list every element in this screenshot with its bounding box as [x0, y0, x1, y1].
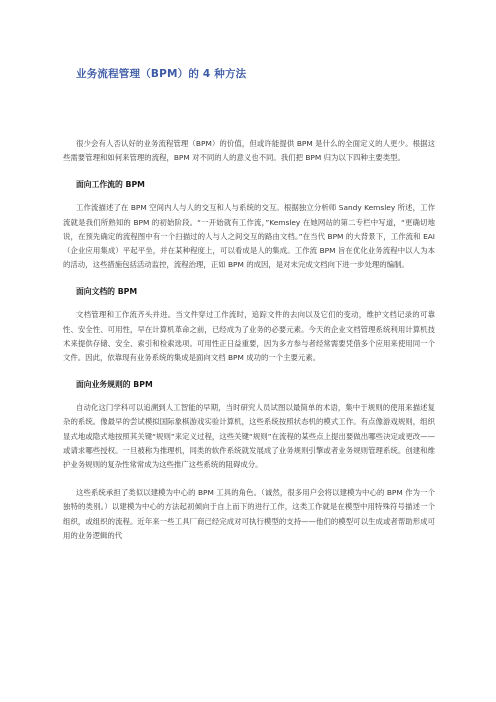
- document-title: 业务流程管理（BPM）的 4 种方法: [76, 68, 247, 80]
- intro-paragraph: 很少会有人否认好的业务流程管理（BPM）的价值，但或许能提供 BPM 是什么的全面定义的人更少。根据这些需要管理和如何来管理的流程，BPM 对不同的人的意义也不同。我们把 BPM 归为以下四种主要类型。: [63, 139, 435, 163]
- section-paragraph-business-rules: 自动化这门学科可以追溯到人工智能的早期，当时研究人员试图以最简单的术语，集中于规则的使用来描述复杂的系统。像最早的尝试模拟国际象棋游戏实验计算机，这些系统按照状态机的模式工作。有点像游戏规则，组织显式地或隐式地按照其关键“规则”来定义过程，这些关键“规则”在流程的某些点上提出要做出哪些决定或更改——或请求哪些授权。一旦被称为推理机，同类的软件系统就发展成了业务规则引擎或者业务规则管理系统。创建和维护业务规则的复杂性常常成为这些推广这些系统的阻碍成分。: [63, 403, 435, 470]
- section-paragraph-document: 文档管理和工作流齐头并进。当文件穿过工作流时，追踪文件的去向以及它们的变动，维护文档记录的可靠性、安全性、可用性，早在计算机革命之前，已经成为了业务的必要元素。今天的企业文档管理系统利用计算机技术来提供存储、安全、索引和检索选项。可用性正日益重要，因为多方参与者经常需要凭借多个应用来使用同一个文件。因此，依靠现有业务系统的集成是面向文档 BPM 成功的一个主要元素。: [63, 310, 435, 363]
- section-heading-workflow: 面向工作流的 BPM: [76, 180, 145, 190]
- document-body: [63, 137, 435, 543]
- section-paragraph-modeling: 这些系统承担了类似以建模为中心的 BPM 工具的角色。（诚然，很多用户会将以建模为中心的 BPM 作为一个独特的类别。）以建模为中心的方法起初倾向于自上而下的进行工作，这类工作就是在模型中用特殊符号描述一个组织，或组织的流程。近年来一些工具厂商已经完成对可执行模型的支持——他们的模型可以生成或者帮助形成可用的业务逻辑的代: [63, 488, 435, 540]
- section-paragraph-workflow: 工作流描述了在 BPM 空间内人与人的交互和人与系统的交互。根据独立分析师 Sandy Kemsley 所述，工作流就是我们所熟知的 BPM 的初始阶段。“一开始就有工作流，”Kemsley 在她网站的第二专栏中写道，“更确切地说，在预先确定的流程图中有一个扫描过的人与人之间交互的路由文档。”在当代 BPM 的大背景下，工作流和 EAI（企业应用集成）平起平坐，并在某种程度上，可以看成是人的集成。工作流 BPM 旨在优化业务流程中以人为本的活动，这些措施包括活动监控，流程治理，正如 BPM 的成因，是对未完成文档向下进一步处理的编制。: [63, 203, 435, 270]
- section-heading-business-rules: 面向业务规则的 BPM: [76, 380, 153, 390]
- section-heading-document: 面向文档的 BPM: [76, 287, 138, 297]
